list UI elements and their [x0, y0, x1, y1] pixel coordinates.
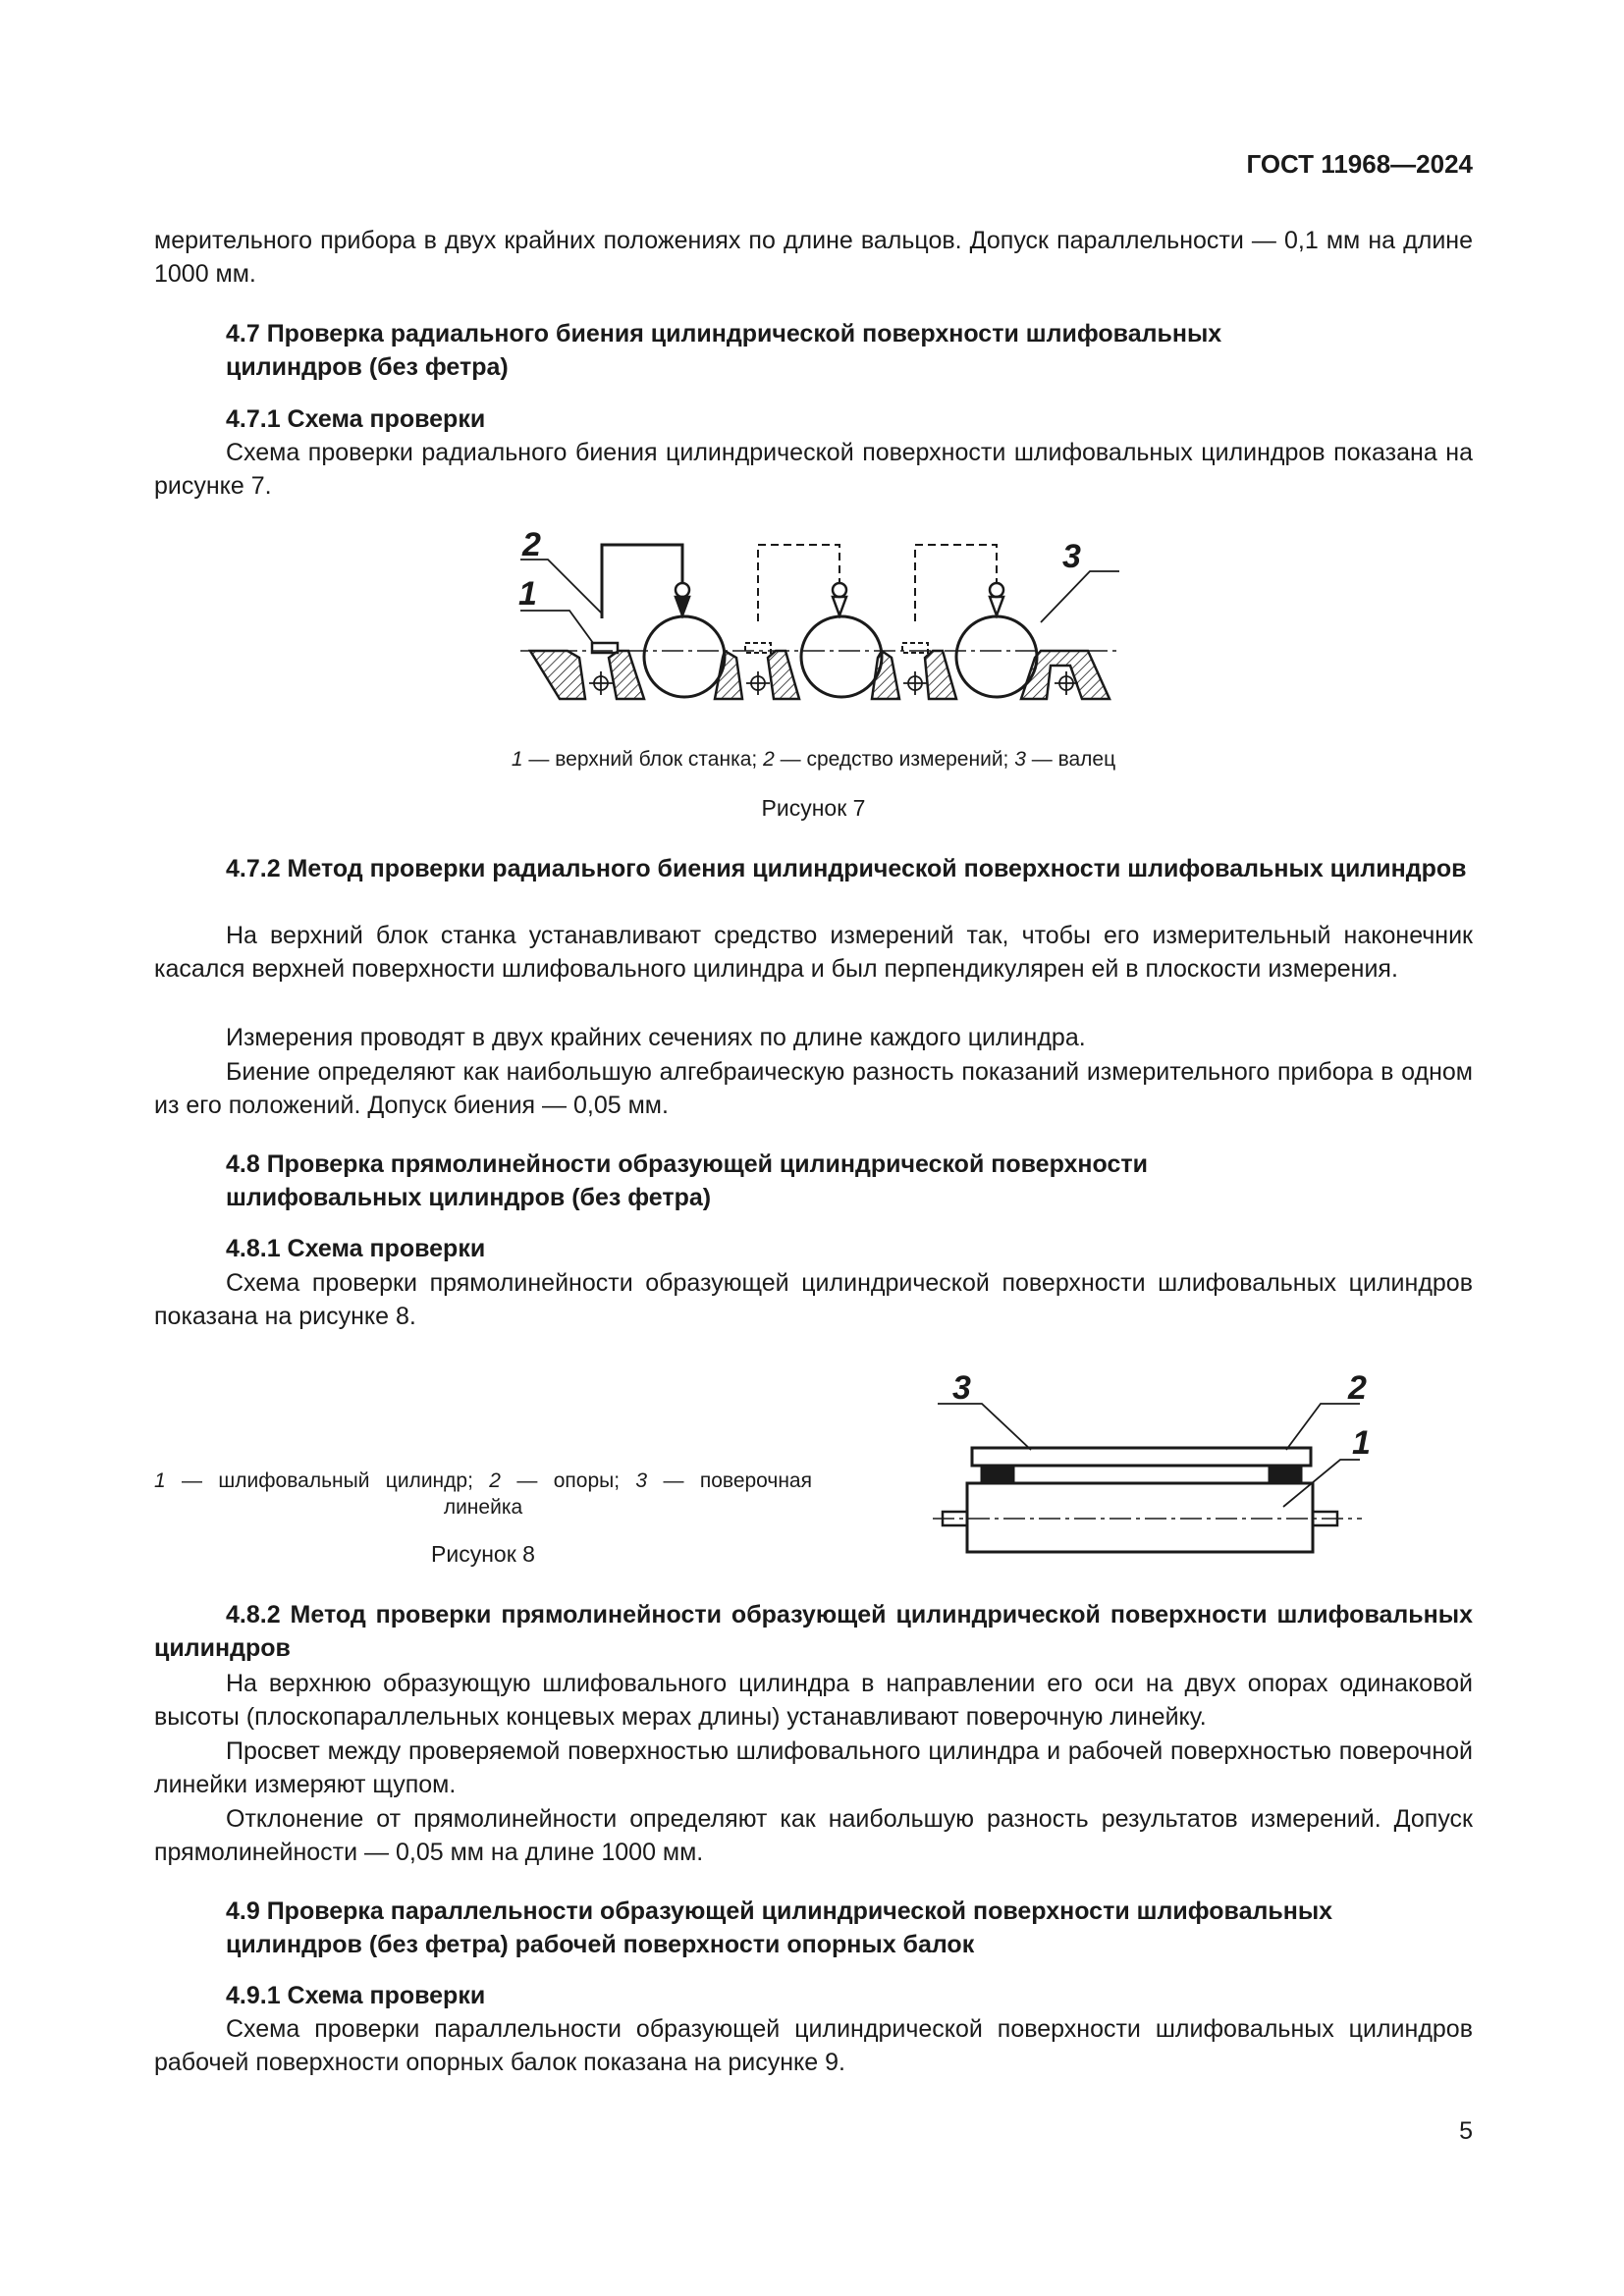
straight-edge	[972, 1448, 1311, 1466]
roller-1	[644, 616, 725, 697]
support-right	[1270, 1466, 1301, 1483]
figure-8-legend-line2: линейка	[443, 1496, 523, 1519]
section-4-7-title	[226, 317, 1473, 384]
fig8-legend-key-2: 2	[489, 1469, 501, 1492]
fig7-label-2: 2	[522, 526, 541, 563]
section-4-8-1-text: Схема проверки прямолинейности образующей цилиндрической поверхности шлифовальных цилиндров показана на рисунке 8.	[154, 1269, 1473, 1330]
section-4-7-1-title: 4.7.1 Схема проверки	[226, 405, 486, 433]
section-4-8-1-title: 4.8.1 Схема проверки	[226, 1235, 486, 1262]
support-left	[982, 1466, 1013, 1483]
figure-7-drawing	[491, 520, 1159, 717]
fig8-legend-text-1: — шлифовальный цилиндр;	[165, 1469, 490, 1492]
cylinder-body	[967, 1483, 1313, 1552]
section-4-9-title-line2: цилиндров (без фетра) рабочей поверхности опорных балок	[226, 1931, 975, 1958]
section-4-7-2-title: 4.7.2 Метод проверки радиального биения цилиндрической поверхности шлифовальных цилиндров	[226, 855, 1467, 882]
section-4-7-title-line2: цилиндров (без фетра)	[226, 353, 509, 381]
section-4-7-2-p3: Биение определяют как наибольшую алгебраическую разность показаний измерительного прибора в одном из его положений. Допуск биения — 0,05 мм.	[154, 1058, 1473, 1119]
fig8-legend-key-3: 3	[635, 1469, 648, 1492]
figure-8-legend-line1	[154, 1468, 812, 1495]
section-4-8-title-line2: шлифовальных цилиндров (без фетра)	[226, 1184, 712, 1211]
fig7-legend-text-2: — средство измерений;	[774, 748, 1015, 771]
fig7-legend-key-3: 3	[1014, 748, 1026, 771]
fig7-legend-key-1: 1	[511, 748, 523, 771]
fig8-label-2: 2	[1348, 1369, 1367, 1407]
section-4-8-2-title: 4.8.2 Метод проверки прямолинейности образующей цилиндрической поверхности шлифовальных цилиндров	[154, 1601, 1473, 1662]
section-4-8-2-p2: Просвет между проверяемой поверхностью шлифовального цилиндра и рабочей поверхностью поверочной линейки измеряют щупом.	[154, 1737, 1473, 1798]
section-4-9-title-line1: 4.9 Проверка параллельности образующей цилиндрической поверхности шлифовальных	[226, 1897, 1333, 1925]
fig7-legend-text-1: — верхний блок станка;	[522, 748, 764, 771]
section-4-7-2-p2: Измерения проводят в двух крайних сечениях по длине каждого цилиндра.	[226, 1024, 1086, 1051]
page-number: 5	[1459, 2117, 1473, 2145]
section-4-8-title	[226, 1148, 1473, 1214]
section-4-9-1-text: Схема проверки параллельности образующей цилиндрической поверхности шлифовальных цилиндров рабочей поверхности опорных балок показана на рисунке 9.	[154, 2015, 1473, 2076]
section-4-7-2-p1: На верхний блок станка устанавливают средство измерений так, чтобы его измерительный наконечник касался верхней поверхности шлифовального цилиндра и был перпендикулярен ей в плоскости измерения.	[154, 922, 1473, 983]
figure-8-title: Рисунок 8	[431, 1541, 535, 1567]
figure-7-title: Рисунок 7	[761, 795, 866, 821]
section-4-8-2-p1: На верхнюю образующую шлифовального цилиндра в направлении его оси на двух опорах одинаковой высоты (плоскопараллельных концевых мерах длины) устанавливают поверочную линейку.	[154, 1670, 1473, 1731]
figure-7-legend	[154, 746, 1473, 774]
fig7-legend-key-2: 2	[763, 748, 775, 771]
standard-number: ГОСТ 11968—2024	[1246, 149, 1473, 179]
section-4-9-1-title: 4.9.1 Схема проверки	[226, 1982, 486, 2009]
roller-2	[801, 616, 882, 697]
fig8-legend-key-1: 1	[154, 1469, 166, 1492]
intro-paragraph: мерительного прибора в двух крайних положениях по длине вальцов. Допуск параллельности — 0,1 мм на длине 1000 мм.	[154, 227, 1473, 288]
section-4-7-1-text: Схема проверки радиального биения цилиндрической поверхности шлифовальных цилиндров показана на рисунке 7.	[154, 439, 1473, 500]
section-4-9-title	[226, 1895, 1473, 1961]
section-4-8-2-p3: Отклонение от прямолинейности определяют как наибольшую разность результатов измерений. Допуск прямолинейности — 0,05 мм на длине 1000 мм.	[154, 1805, 1473, 1866]
section-4-7-title-line1: 4.7 Проверка радиального биения цилиндрической поверхности шлифовальных	[226, 320, 1222, 347]
fig8-legend-text-2: — опоры;	[500, 1469, 636, 1492]
section-4-8-title-line1: 4.8 Проверка прямолинейности образующей цилиндрической поверхности	[226, 1150, 1148, 1178]
figure-8-drawing	[928, 1369, 1380, 1571]
fig7-label-3: 3	[1062, 538, 1081, 575]
fig8-legend-text-3: — поверочная	[647, 1469, 812, 1492]
fig8-label-3: 3	[952, 1369, 971, 1407]
fig8-label-1: 1	[1352, 1424, 1371, 1462]
fig7-label-1: 1	[518, 575, 537, 613]
fig7-legend-text-3: — валец	[1025, 748, 1116, 771]
